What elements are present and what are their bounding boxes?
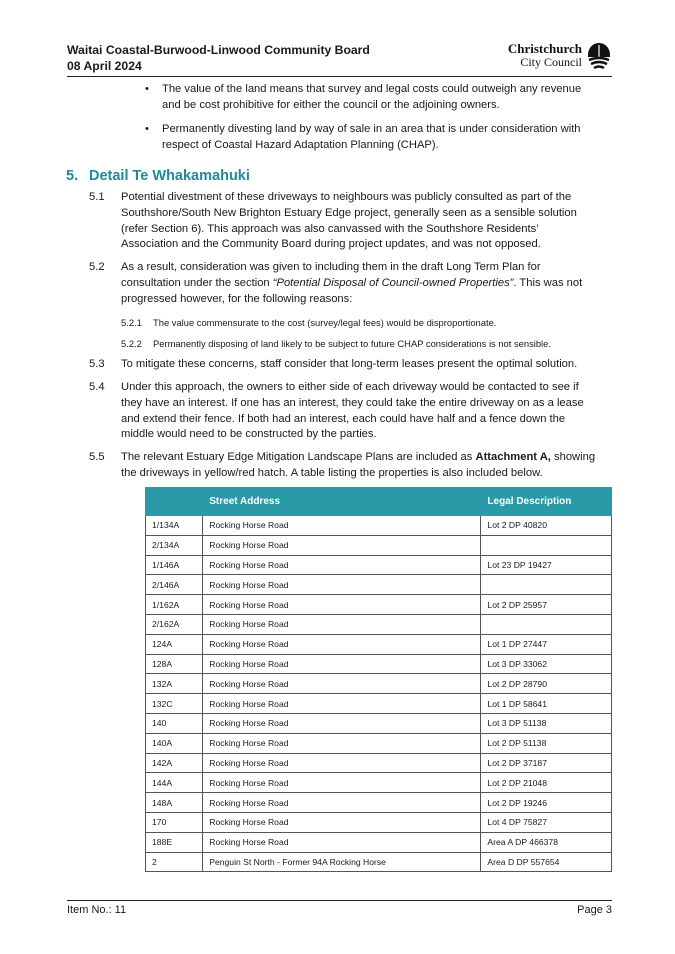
- cell-street-address: Rocking Horse Road: [203, 654, 481, 674]
- bullet-line: and be cost prohibitive for either the council or the adjoining owners.: [162, 98, 500, 111]
- table-row: [146, 812, 612, 832]
- cell-street-address: Rocking Horse Road: [203, 793, 481, 813]
- bullet-item: [145, 82, 615, 114]
- bullet-line: Permanently divesting land by way of sale in an area that is under consideration with: [162, 123, 581, 135]
- paragraph-line: Potential divestment of these driveways to neighbours was publicly consulted as part of the: [121, 191, 572, 203]
- table-header-row: [146, 488, 612, 516]
- cell-legal-description: Lot 3 DP 51138: [481, 713, 612, 733]
- cell-unit: 140A: [146, 733, 203, 753]
- cell-unit: 1/162A: [146, 595, 203, 615]
- paragraph-line: [121, 276, 616, 292]
- cell-unit: 2/146A: [146, 575, 203, 595]
- cell-legal-description: Area D DP 557654: [481, 852, 612, 872]
- paragraph-line: Association and the Community Board during project updates, and was not opposed.: [121, 238, 541, 251]
- page-number: Page 3: [577, 904, 612, 916]
- cell-street-address: Rocking Horse Road: [203, 535, 481, 555]
- paragraph-line: Under this approach, the owners to either side of each driveway would be contacted to see if: [121, 381, 579, 393]
- cell-unit: 2: [146, 852, 203, 872]
- cell-street-address: Rocking Horse Road: [203, 832, 481, 852]
- cell-unit: 170: [146, 812, 203, 832]
- properties-table: [145, 487, 612, 872]
- section-number: 5.: [66, 168, 79, 184]
- cell-unit: 128A: [146, 654, 203, 674]
- cell-legal-description: Lot 2 DP 37187: [481, 753, 612, 773]
- table-row: [146, 555, 612, 575]
- cell-street-address: Rocking Horse Road: [203, 733, 481, 753]
- cell-legal-description: Lot 23 DP 19427: [481, 555, 612, 575]
- table-row: [146, 516, 612, 536]
- paragraph-line: [121, 450, 616, 466]
- table-row: [146, 773, 612, 793]
- table-row: [146, 634, 612, 654]
- cell-legal-description: Lot 2 DP 28790: [481, 674, 612, 694]
- table-row: [146, 733, 612, 753]
- quoted-section-name: “Potential Disposal of Council-owned Properties”: [272, 276, 514, 289]
- table-row: [146, 832, 612, 852]
- paragraph-line: the driveways in yellow/red hatch. A table listing the properties is also included below.: [121, 466, 543, 479]
- paragraph-5-5: [121, 450, 616, 482]
- cell-unit: 124A: [146, 634, 203, 654]
- cell-unit: 144A: [146, 773, 203, 793]
- bullet-line: The value of the land means that survey and legal costs could outweigh any revenue: [162, 83, 582, 95]
- cell-street-address: Rocking Horse Road: [203, 634, 481, 654]
- cell-legal-description: Lot 1 DP 58641: [481, 694, 612, 714]
- cell-legal-description: Lot 2 DP 40820: [481, 516, 612, 536]
- cell-unit: 132A: [146, 674, 203, 694]
- cell-legal-description: [481, 535, 612, 555]
- subparagraph-text: The value commensurate to the cost (survey/legal fees) would be disproportionate.: [153, 317, 497, 328]
- attachment-reference: Attachment A,: [475, 451, 551, 463]
- cell-street-address: Rocking Horse Road: [203, 595, 481, 615]
- bullet-icon: •: [145, 83, 149, 95]
- page-header: [67, 40, 612, 77]
- subparagraph-text: Permanently disposing of land likely to be subject to future CHAP considerations is not sensible.: [153, 338, 551, 349]
- table-row: [146, 674, 612, 694]
- meeting-date: 08 April 2024: [67, 59, 142, 73]
- cell-legal-description: [481, 575, 612, 595]
- cell-legal-description: Lot 2 DP 21048: [481, 773, 612, 793]
- cell-street-address: Rocking Horse Road: [203, 713, 481, 733]
- cell-legal-description: Lot 2 DP 51138: [481, 733, 612, 753]
- cell-unit: 1/146A: [146, 555, 203, 575]
- cell-unit: 140: [146, 713, 203, 733]
- table-row: [146, 595, 612, 615]
- paragraph-number: 5.4: [89, 381, 105, 393]
- paragraph-line: progressed however, for the following reasons:: [121, 292, 353, 305]
- table-row: [146, 713, 612, 733]
- paragraph-number: 5.2: [89, 261, 105, 273]
- text-run: consultation under the section: [121, 276, 273, 289]
- cell-street-address: Rocking Horse Road: [203, 773, 481, 793]
- cell-unit: 142A: [146, 753, 203, 773]
- table-row: [146, 535, 612, 555]
- column-header-street-address: Street Address: [203, 488, 481, 516]
- cell-legal-description: Lot 3 DP 33062: [481, 654, 612, 674]
- page-footer: [67, 900, 612, 921]
- section-title: Detail Te Whakamahuki: [89, 168, 250, 184]
- cell-street-address: Rocking Horse Road: [203, 674, 481, 694]
- table-row: [146, 753, 612, 773]
- paragraph-number: 5.3: [89, 358, 105, 370]
- cell-street-address: Rocking Horse Road: [203, 753, 481, 773]
- cell-unit: 188E: [146, 832, 203, 852]
- subparagraph-number: 5.2.1: [121, 317, 142, 328]
- bullet-icon: •: [145, 123, 149, 135]
- cell-unit: 148A: [146, 793, 203, 813]
- cell-legal-description: Lot 2 DP 25957: [481, 595, 612, 615]
- table-row: [146, 694, 612, 714]
- cell-street-address: Rocking Horse Road: [203, 516, 481, 536]
- cell-unit: 1/134A: [146, 516, 203, 536]
- table-body: [146, 516, 612, 872]
- table-row: [146, 654, 612, 674]
- bullet-line: respect of Coastal Hazard Adaptation Planning (CHAP).: [162, 138, 439, 151]
- paragraph-line: and extend their fence. If both had an interest, each could have half and a fence down the: [121, 412, 566, 425]
- text-run: . This was not: [513, 276, 583, 289]
- paragraph-line: middle would need to be constructed by the parties.: [121, 428, 377, 441]
- logo-line-1: Christchurch: [507, 41, 582, 56]
- column-header-legal-description: Legal Description: [481, 488, 612, 516]
- cathedral-logo-icon: [586, 42, 612, 70]
- paragraph-number: 5.1: [89, 191, 105, 203]
- cell-street-address: Rocking Horse Road: [203, 555, 481, 575]
- text-run: The relevant Estuary Edge Mitigation Landscape Plans are included as: [121, 451, 476, 463]
- cell-legal-description: Lot 1 DP 27447: [481, 634, 612, 654]
- paragraph-line: they have an interest. If one has an interest, they could take the entire driveway on as a lease: [121, 396, 584, 409]
- table-row: [146, 852, 612, 872]
- paragraph-5-3: To mitigate these concerns, staff consider that long-term leases present the optimal solution.: [121, 358, 578, 370]
- cell-street-address: Penguin St North - Former 94A Rocking Horse: [203, 852, 481, 872]
- board-title: Waitai Coastal-Burwood-Linwood Community Board: [67, 43, 370, 57]
- cell-legal-description: Area A DP 466378: [481, 832, 612, 852]
- paragraph-line: As a result, consideration was given to including them in the draft Long Term Plan for: [121, 261, 541, 273]
- text-run: showing: [550, 451, 596, 463]
- paragraph-line: (refer Section 6). This approach was also canvassed with the Southshore Residents’: [121, 222, 539, 235]
- cell-legal-description: [481, 614, 612, 634]
- paragraph-5-4: [121, 380, 616, 443]
- paragraph-5-1: [121, 190, 616, 253]
- subparagraph-number: 5.2.2: [121, 338, 142, 349]
- cell-legal-description: Lot 4 DP 75827: [481, 812, 612, 832]
- paragraph-5-2: [121, 260, 616, 307]
- bullet-item: [145, 122, 615, 154]
- cell-unit: 132C: [146, 694, 203, 714]
- cell-street-address: Rocking Horse Road: [203, 614, 481, 634]
- paragraph-line: Southshore/South New Brighton Estuary Edge project, generally seen as a sensible solution: [121, 206, 577, 219]
- item-number: Item No.: 11: [67, 904, 127, 916]
- logo-line-2: City Council: [520, 55, 582, 69]
- cell-street-address: Rocking Horse Road: [203, 575, 481, 595]
- table-row: [146, 614, 612, 634]
- column-header-unit: [146, 488, 203, 516]
- paragraph-number: 5.5: [89, 451, 105, 463]
- table-row: [146, 575, 612, 595]
- table-row: [146, 793, 612, 813]
- cell-legal-description: Lot 2 DP 19246: [481, 793, 612, 813]
- cell-street-address: Rocking Horse Road: [203, 694, 481, 714]
- cell-unit: 2/162A: [146, 614, 203, 634]
- council-logo: [494, 40, 612, 72]
- cell-unit: 2/134A: [146, 535, 203, 555]
- cell-street-address: Rocking Horse Road: [203, 812, 481, 832]
